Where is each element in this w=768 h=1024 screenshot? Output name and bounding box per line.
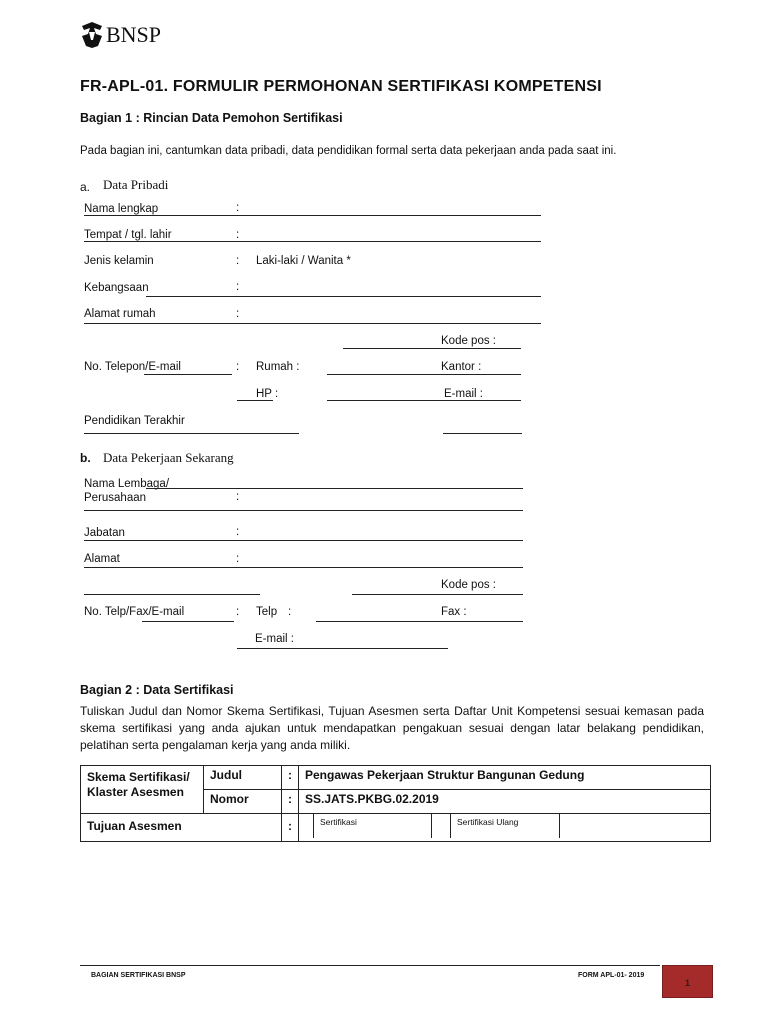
part1-heading: Bagian 1 : Rincian Data Pemohon Sertifikasi <box>80 111 343 125</box>
job-postal-code-line[interactable] <box>352 594 523 595</box>
option-1-label: Sertifikasi <box>314 814 432 838</box>
company-label-1: Nama Lembaga/ <box>84 478 170 490</box>
footer-right: FORM APL-01- 2019 <box>578 972 645 979</box>
email-label: E-mail : <box>444 388 483 400</box>
certification-table <box>80 765 711 842</box>
education-line-right[interactable] <box>443 433 522 434</box>
job-address-label: Alamat <box>84 553 120 565</box>
contact-label: No. Telp/Fax/E-mail <box>84 606 185 618</box>
colon: : <box>282 814 299 842</box>
job-email-line[interactable] <box>237 648 448 649</box>
address-label: Alamat rumah <box>84 308 156 320</box>
option-extra-cell <box>560 814 710 838</box>
colon: : <box>236 281 240 293</box>
home-label: Rumah : <box>256 361 300 373</box>
footer-left: BAGIAN SERTIFIKASI BNSP <box>91 972 186 979</box>
full-name-label: Nama lengkap <box>84 203 159 215</box>
fax-label: Fax : <box>441 606 467 618</box>
telp-fax-line[interactable] <box>316 621 523 622</box>
job-heading: Data Pekerjaan Sekarang <box>103 450 234 465</box>
nationality-label: Kebangsaan <box>84 282 149 294</box>
page-number: 1 <box>684 978 690 988</box>
table-row <box>81 766 711 790</box>
part2-heading: Bagian 2 : Data Sertifikasi <box>80 683 234 697</box>
purpose-label: Tujuan Asesmen <box>81 814 282 842</box>
bnsp-logo <box>80 20 161 50</box>
page-number-box <box>662 965 713 998</box>
colon: : <box>236 491 240 503</box>
part1-intro: Pada bagian ini, cantumkan data pribadi, data pendidikan formal serta data pekerjaan anda pada saat ini. <box>80 145 617 157</box>
option-2-label: Sertifikasi Ulang <box>451 814 560 838</box>
option-1-checkbox[interactable] <box>299 814 314 838</box>
full-name-line[interactable] <box>84 215 541 216</box>
phone-email-label: No. Telepon/E-mail <box>84 361 181 373</box>
address-line[interactable] <box>84 323 541 324</box>
postal-code-line[interactable] <box>343 348 521 349</box>
colon: : <box>236 606 240 618</box>
contact-line[interactable] <box>142 621 234 622</box>
colon: : <box>282 790 299 814</box>
phone-line[interactable] <box>144 374 232 375</box>
hp-label: HP : <box>256 388 279 400</box>
personal-heading: Data Pribadi <box>103 177 169 192</box>
colon: : <box>236 202 240 214</box>
nationality-line[interactable] <box>146 296 541 297</box>
part2-intro: Tuliskan Judul dan Nomor Skema Sertifikasi, Tujuan Asesmen serta Daftar Unit Kompetensi sesuai kemasan pada skema sertifikasi yang anda ajukan untuk mendapatkan pengakuan sesuai dengan latar belakang pendidikan, pelatihan serta pengalaman kerja yang anda miliki. <box>80 704 704 752</box>
job-postal-code-label: Kode pos : <box>441 579 496 591</box>
hp-line[interactable] <box>237 400 273 401</box>
postal-code-label: Kode pos : <box>441 335 496 347</box>
company-label-2: Perusahaan <box>84 492 147 504</box>
job-address-line[interactable] <box>84 567 523 568</box>
title-value[interactable]: Pengawas Pekerjaan Struktur Bangunan Gedung <box>299 766 711 790</box>
title-label: Judul <box>204 766 282 790</box>
bnsp-emblem-icon <box>80 20 104 50</box>
job-marker: b. <box>80 451 91 465</box>
number-label: Nomor <box>204 790 282 814</box>
colon: : <box>288 606 292 618</box>
email-line[interactable] <box>327 400 521 401</box>
position-line[interactable] <box>84 540 523 541</box>
education-label: Pendidikan Terakhir <box>84 415 185 427</box>
telp-label: Telp <box>256 606 278 618</box>
colon: : <box>236 526 240 538</box>
company-line-1[interactable] <box>146 488 523 489</box>
home-office-line[interactable] <box>327 374 521 375</box>
colon: : <box>282 766 299 790</box>
gender-value[interactable]: Laki-laki / Wanita * <box>256 255 351 267</box>
position-label: Jabatan <box>84 527 125 539</box>
footer-divider <box>80 965 660 966</box>
job-email-label: E-mail : <box>255 633 294 645</box>
number-value[interactable]: SS.JATS.PKBG.02.2019 <box>299 790 711 814</box>
company-line-2[interactable] <box>84 510 523 511</box>
logo-text: BNSP <box>106 22 162 47</box>
education-line-left[interactable] <box>84 433 299 434</box>
table-row <box>81 814 711 842</box>
colon: : <box>236 308 240 320</box>
colon: : <box>236 255 240 267</box>
colon: : <box>236 553 240 565</box>
colon: : <box>236 361 240 373</box>
birth-label: Tempat / tgl. lahir <box>84 229 172 241</box>
option-2-checkbox[interactable] <box>432 814 451 838</box>
scheme-label: Skema Sertifikasi/ Klaster Asesmen <box>81 766 204 814</box>
document-title: FR-APL-01. FORMULIR PERMOHONAN SERTIFIKASI KOMPETENSI <box>80 78 602 95</box>
personal-marker: a. <box>80 180 91 194</box>
birth-line[interactable] <box>84 241 541 242</box>
colon: : <box>236 229 240 241</box>
office-label: Kantor : <box>441 361 482 373</box>
gender-label: Jenis kelamin <box>84 255 154 267</box>
job-address-line-2[interactable] <box>84 594 260 595</box>
